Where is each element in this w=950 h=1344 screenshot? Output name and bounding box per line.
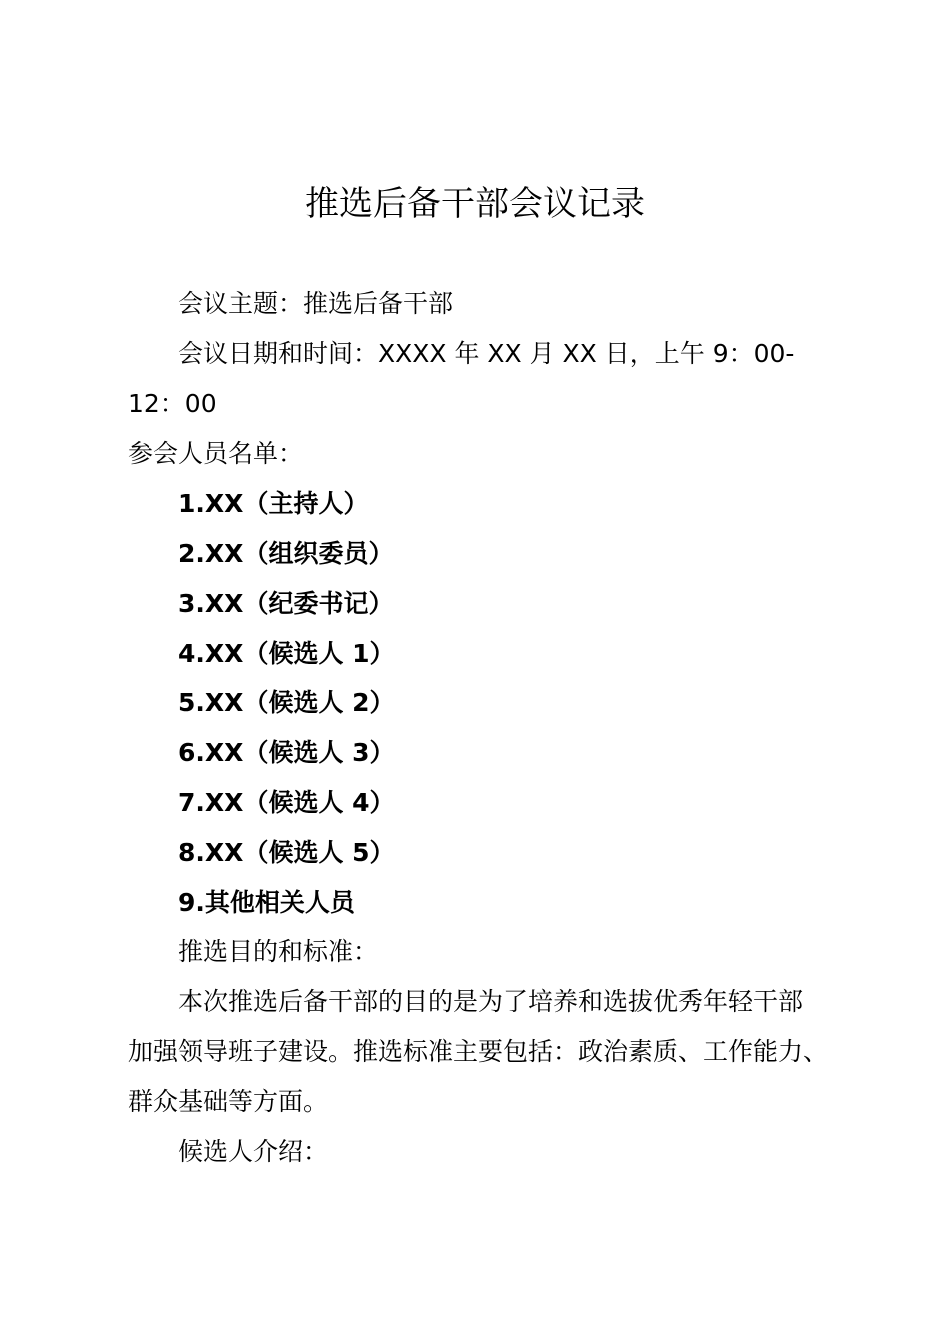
meeting-topic: 会议主题：推选后备干部 [178, 289, 454, 318]
meeting-datetime-line-2: 12：00 [128, 389, 217, 418]
attendee-item: 7.XX（候选人 4） [178, 788, 395, 817]
attendee-item: 2.XX（组织委员） [178, 539, 394, 568]
attendee-item: 4.XX（候选人 1） [178, 639, 395, 668]
attendees-heading: 参会人员名单： [128, 439, 304, 468]
attendee-item: 5.XX（候选人 2） [178, 688, 395, 717]
meeting-datetime-line-1: 会议日期和时间：XXXX 年 XX 月 XX 日，上午 9：00- [178, 339, 795, 368]
purpose-text-line-1: 本次推选后备干部的目的是为了培养和选拔优秀年轻干部 [178, 987, 804, 1016]
attendee-item: 9.其他相关人员 [178, 888, 355, 917]
candidates-heading: 候选人介绍： [178, 1137, 329, 1166]
purpose-text-line-2: 加强领导班子建设。推选标准主要包括：政治素质、工作能力、 [128, 1037, 829, 1066]
purpose-heading: 推选目的和标准： [178, 937, 379, 966]
attendee-item: 8.XX（候选人 5） [178, 838, 395, 867]
attendee-item: 3.XX（纪委书记） [178, 589, 394, 618]
purpose-text-line-3: 群众基础等方面。 [128, 1087, 329, 1116]
attendee-item: 6.XX（候选人 3） [178, 738, 395, 767]
attendee-item: 1.XX（主持人） [178, 489, 369, 518]
page-title: 推选后备干部会议记录 [305, 184, 645, 224]
